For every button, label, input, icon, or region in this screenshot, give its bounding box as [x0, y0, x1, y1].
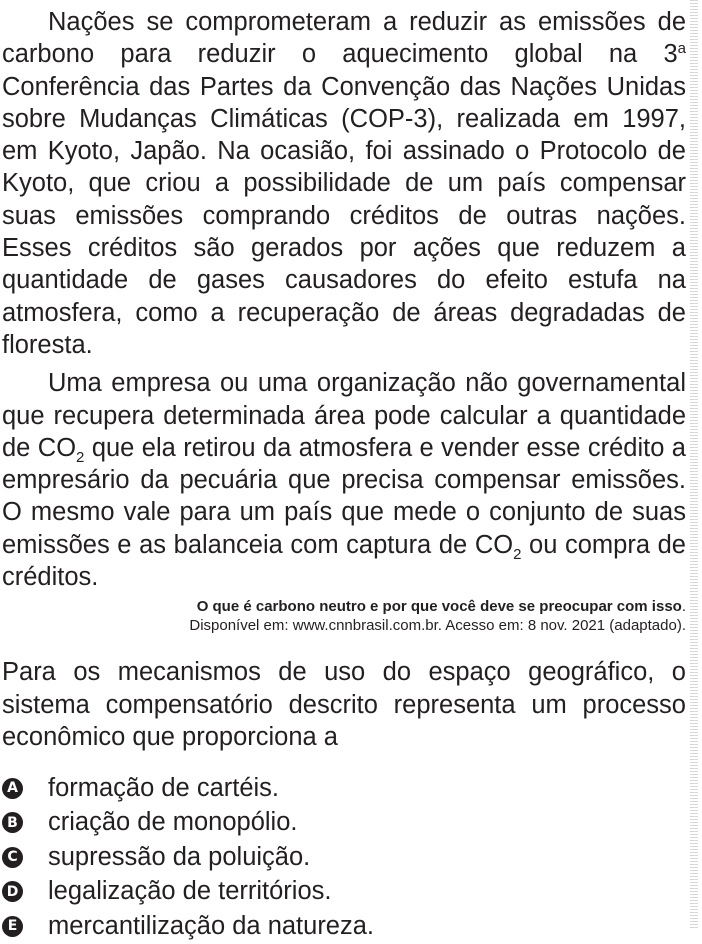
option-letter-icon: E [2, 916, 23, 937]
option-text: formação de cartéis. [48, 773, 280, 802]
option-letter-icon: B [2, 812, 23, 833]
passage-text: Nações se comprometeram a reduzir as emissões de carbono para reduzir o aquecimento global na 3 [2, 8, 686, 69]
option-text: supressão da poluição. [48, 842, 311, 871]
passage-text: que ela retirou da atmosfera e vender esse crédito a empresário da pecuária que precisa compensar emissões. O mesmo vale para um país que mede o conjunto de suas emissões e as balanceia com captura de CO [2, 433, 686, 559]
subscript: 2 [513, 545, 522, 563]
option-text: legalização de territórios. [48, 877, 332, 906]
option-b[interactable] [2, 806, 686, 841]
option-text: mercantilização da natureza. [48, 911, 375, 940]
option-text: criação de monopólio. [48, 808, 298, 837]
passage-text: ou compra de créditos. [2, 530, 686, 592]
passage-paragraph-2 [2, 367, 686, 593]
source-citation [2, 597, 686, 635]
source-title-period: . [681, 598, 686, 616]
option-letter-icon: A [2, 778, 23, 799]
option-d[interactable] [2, 875, 686, 910]
passage-text: Uma empresa ou uma organização não governamental que recupera determinada área pode calcular a quantidade de CO [2, 369, 686, 462]
passage-text: Conferência das Partes da Convenção das Nações Unidas sobre Mudanças Climáticas (COP-3), realizada em 1997, em Kyoto, Japão. Na ocasião, foi assinado o Protocolo de Kyoto, que criou a possibilidade de um país compensar suas emissões comprando créditos de outras nações. Esses créditos são gerados por ações que reduzem a quantidade de gases causadores do efeito estufa na atmosfera, como a recuperação de áreas degradadas de floresta. [2, 72, 686, 359]
option-e[interactable] [2, 909, 686, 944]
subscript: 2 [76, 448, 85, 466]
option-a[interactable] [2, 771, 686, 806]
option-letter-icon: C [2, 847, 23, 868]
source-details: Disponível em: www.cnnbrasil.com.br. Acesso em: 8 nov. 2021 (adaptado). [189, 617, 686, 635]
option-letter-icon: D [2, 881, 23, 902]
exam-question [2, 6, 686, 944]
ordinal-indicator: a [677, 40, 686, 58]
answer-options [2, 771, 686, 944]
source-title-line [2, 597, 686, 616]
passage-paragraph-1 [2, 6, 686, 361]
option-c[interactable] [2, 840, 686, 875]
margin-security-strip [690, 0, 698, 928]
question-stem: Para os mecanismos de uso do espaço geográfico, o sistema compensatório descrito representa um processo econômico que proporciona a [2, 658, 686, 751]
source-title: O que é carbono neutro e por que você deve se preocupar com isso [196, 598, 682, 616]
